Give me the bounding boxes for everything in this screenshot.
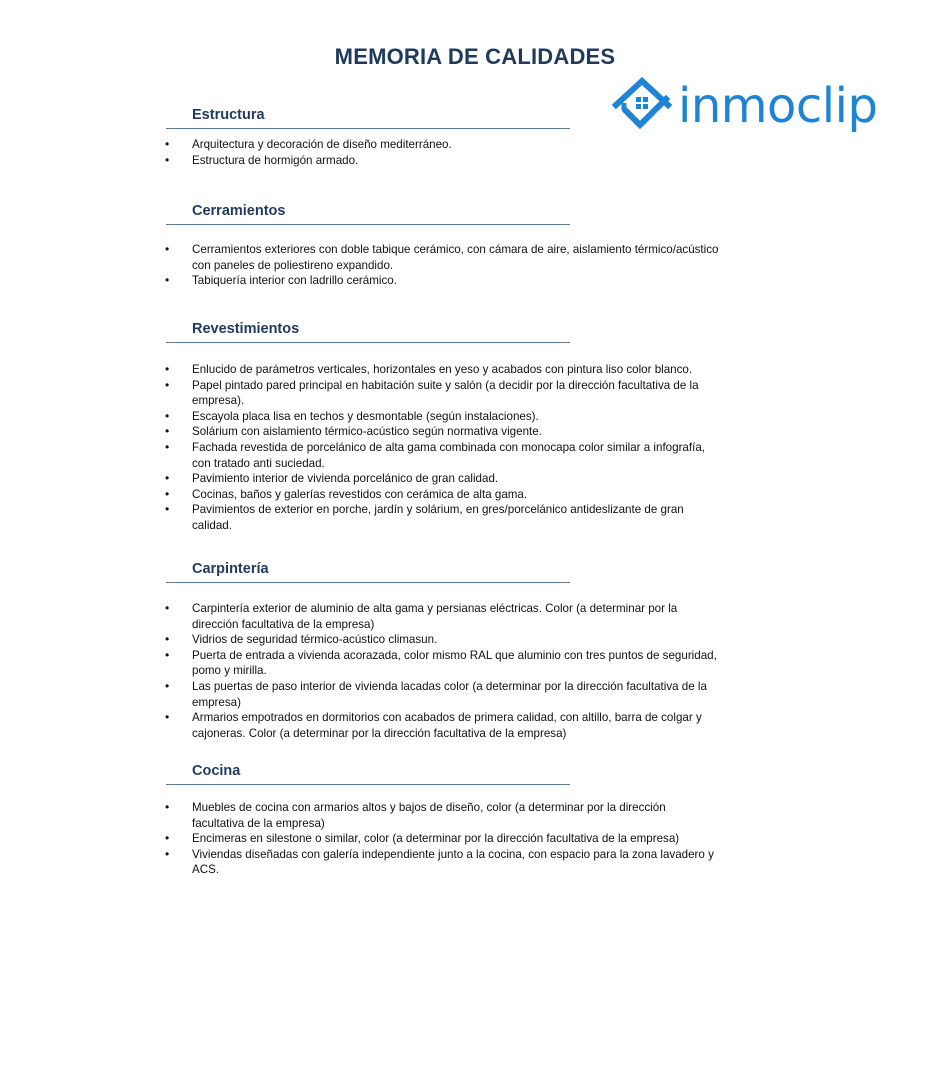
list-item: • Solárium con aislamiento térmico-acústico según normativa vigente. (160, 424, 720, 440)
item-list (160, 242, 720, 289)
list-item: • Cocinas, baños y galerías revestidos con cerámica de alta gama. (160, 487, 720, 503)
document-title: MEMORIA DE CALIDADES (334, 44, 616, 69)
list-item: • Pavimientos de exterior en porche, jardín y solárium, en gres/porcelánico antideslizante de gran calidad. (160, 502, 720, 533)
item-list (160, 362, 720, 534)
section-divider (166, 128, 570, 129)
list-item: • Papel pintado pared principal en habitación suite y salón (a decidir por la dirección facultativa de la empresa). (160, 378, 720, 409)
list-item: • Cerramientos exteriores con doble tabique cerámico, con cámara de aire, aislamiento térmico/acústico con paneles de poliestireno expandido. (160, 242, 720, 273)
list-item: • Vidrios de seguridad térmico-acústico climasun. (160, 632, 720, 648)
item-list (160, 137, 720, 168)
list-item: • Armarios empotrados en dormitorios con acabados de primera calidad, con altillo, barra de colgar y cajoneras. Color (a determinar por la dirección facultativa de la empresa) (160, 710, 720, 741)
item-list (160, 800, 720, 878)
section-divider (166, 342, 570, 343)
list-item: • Viviendas diseñadas con galería independiente junto a la cocina, con espacio para la zona lavadero y ACS. (160, 847, 720, 878)
section-heading: Cerramientos (192, 203, 286, 219)
list-item: • Carpintería exterior de aluminio de alta gama y persianas eléctricas. Color (a determinar por la dirección facultativa de la empresa) (160, 601, 720, 632)
list-item: • Escayola placa lisa en techos y desmontable (según instalaciones). (160, 409, 720, 425)
list-item: • Las puertas de paso interior de vivienda lacadas color (a determinar por la dirección facultativa de la empresa) (160, 679, 720, 710)
list-item: • Arquitectura y decoración de diseño mediterráneo. (160, 137, 720, 153)
brand-logo-text: inmoclip (678, 78, 878, 134)
section-revestimientos (160, 320, 720, 534)
section-estructura (160, 106, 720, 168)
section-carpinteria (160, 560, 720, 741)
section-heading: Estructura (192, 107, 265, 123)
list-item: • Tabiquería interior con ladrillo cerámico. (160, 273, 720, 289)
list-item: • Encimeras en silestone o similar, color (a determinar por la dirección facultativa de la empresa) (160, 831, 720, 847)
list-item: • Enlucido de parámetros verticales, horizontales en yeso y acabados con pintura liso color blanco. (160, 362, 720, 378)
section-divider (166, 582, 570, 583)
section-heading: Cocina (192, 763, 241, 779)
section-divider (166, 784, 570, 785)
item-list (160, 601, 720, 741)
section-cerramientos (160, 202, 720, 289)
list-item: • Pavimiento interior de vivienda porcelánico de gran calidad. (160, 471, 720, 487)
section-heading: Revestimientos (192, 321, 300, 337)
list-item: • Muebles de cocina con armarios altos y bajos de diseño, color (a determinar por la dirección facultativa de la empresa) (160, 800, 720, 831)
section-heading: Carpintería (192, 561, 269, 577)
list-item: • Fachada revestida de porcelánico de alta gama combinada con monocapa color similar a infografía, con tratado anti suciedad. (160, 440, 720, 471)
list-item: • Estructura de hormigón armado. (160, 153, 720, 169)
list-item: • Puerta de entrada a vivienda acorazada, color mismo RAL que aluminio con tres puntos de seguridad, pomo y mirilla. (160, 648, 720, 679)
section-cocina (160, 762, 720, 878)
section-divider (166, 224, 570, 225)
